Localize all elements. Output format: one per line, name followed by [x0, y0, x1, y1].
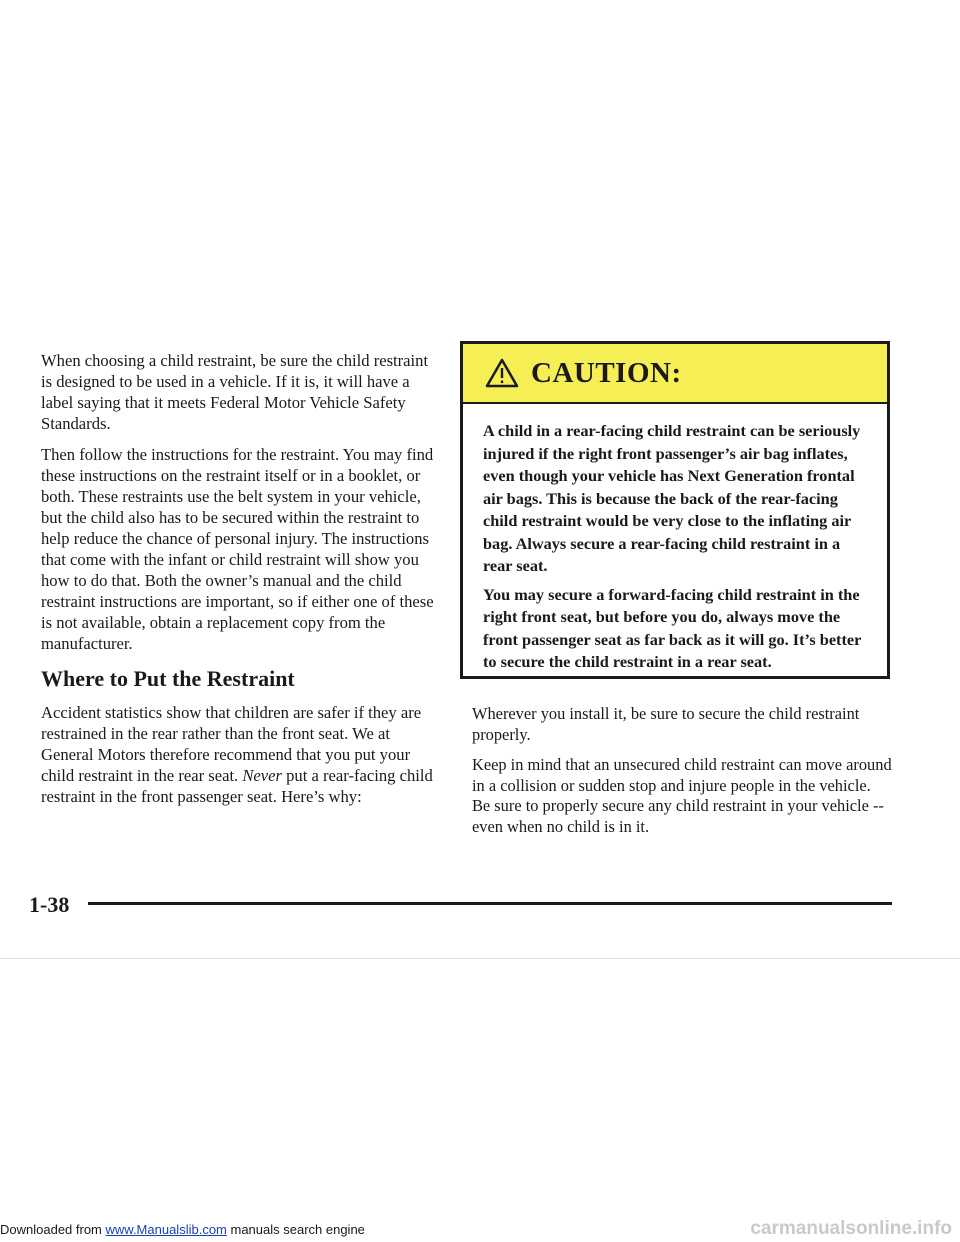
manualslib-link[interactable]: www.Manualslib.com: [105, 1222, 227, 1237]
site-watermark: carmanualsonline.info: [750, 1218, 952, 1239]
paragraph-text-start: Accident statistics show that children are safer if they are restrained in the rear rather than the front seat. We at General Motors therefore recommend that you put your child restraint in the rear seat.: [41, 703, 422, 785]
caution-box: [460, 341, 890, 679]
right-column: [472, 704, 892, 847]
paragraph-unsecured-restraint: Keep in mind that an unsecured child restraint can move around in a collision or sudden stop and injure people in the vehicle. Be sure to properly secure any child restraint in your vehicle -- even when no child is in it.: [472, 755, 892, 836]
paragraph-text-end: put a rear-facing child restraint in the front passenger seat. Here’s why:: [41, 766, 433, 806]
warning-triangle-icon: [485, 358, 519, 388]
caution-title: CAUTION:: [531, 356, 682, 389]
page-number: 1-38: [29, 892, 70, 917]
paragraph-follow-instructions: Then follow the instructions for the restraint. You may find these instructions on the restraint itself or in a booklet, or both. These restraints use the belt system in your vehicle, but the child also has to be secured within the restraint to help reduce the chance of personal injury. The instructions that come with the infant or child restraint will show you how to do that. Both the owner’s manual and the child restraint instructions are important, so if either one of these is not available, obtain a replacement copy from the manufacturer.: [41, 445, 434, 653]
download-suffix: manuals search engine: [226, 1222, 365, 1237]
download-prefix: Downloaded from: [0, 1222, 106, 1237]
scan-divider: [0, 958, 960, 959]
emphasis-never: Never: [242, 766, 282, 785]
caution-body: [463, 404, 887, 674]
section-heading: Where to Put the Restraint: [41, 666, 295, 691]
caution-paragraph-forward-facing: You may secure a forward-facing child restraint in the right front seat, but before you do, always move the front passenger seat as far back as it will go. It’s better to secure the child restraint in a rear seat.: [483, 584, 862, 671]
caution-header: [463, 344, 887, 404]
left-column: [41, 350, 441, 817]
footer-rule: [88, 902, 892, 905]
caution-paragraph-rear-facing: A child in a rear-facing child restraint can be seriously injured if the right front passenger’s air bag inflates, even though your vehicle has Next Generation frontal air bags. This is because the back of the rear-facing child restraint would be very close to the inflating air bag. Always secure a rear-facing child restraint in a rear seat.: [483, 421, 861, 575]
paragraph-accident-statistics: [41, 702, 441, 807]
paragraph-choosing-restraint: When choosing a child restraint, be sure the child restraint is designed to be used in a vehicle. If it is, it will have a label saying that it meets Federal Motor Vehicle Safety Standards.: [41, 351, 429, 433]
paragraph-install-properly: Wherever you install it, be sure to secure the child restraint properly.: [472, 704, 860, 744]
